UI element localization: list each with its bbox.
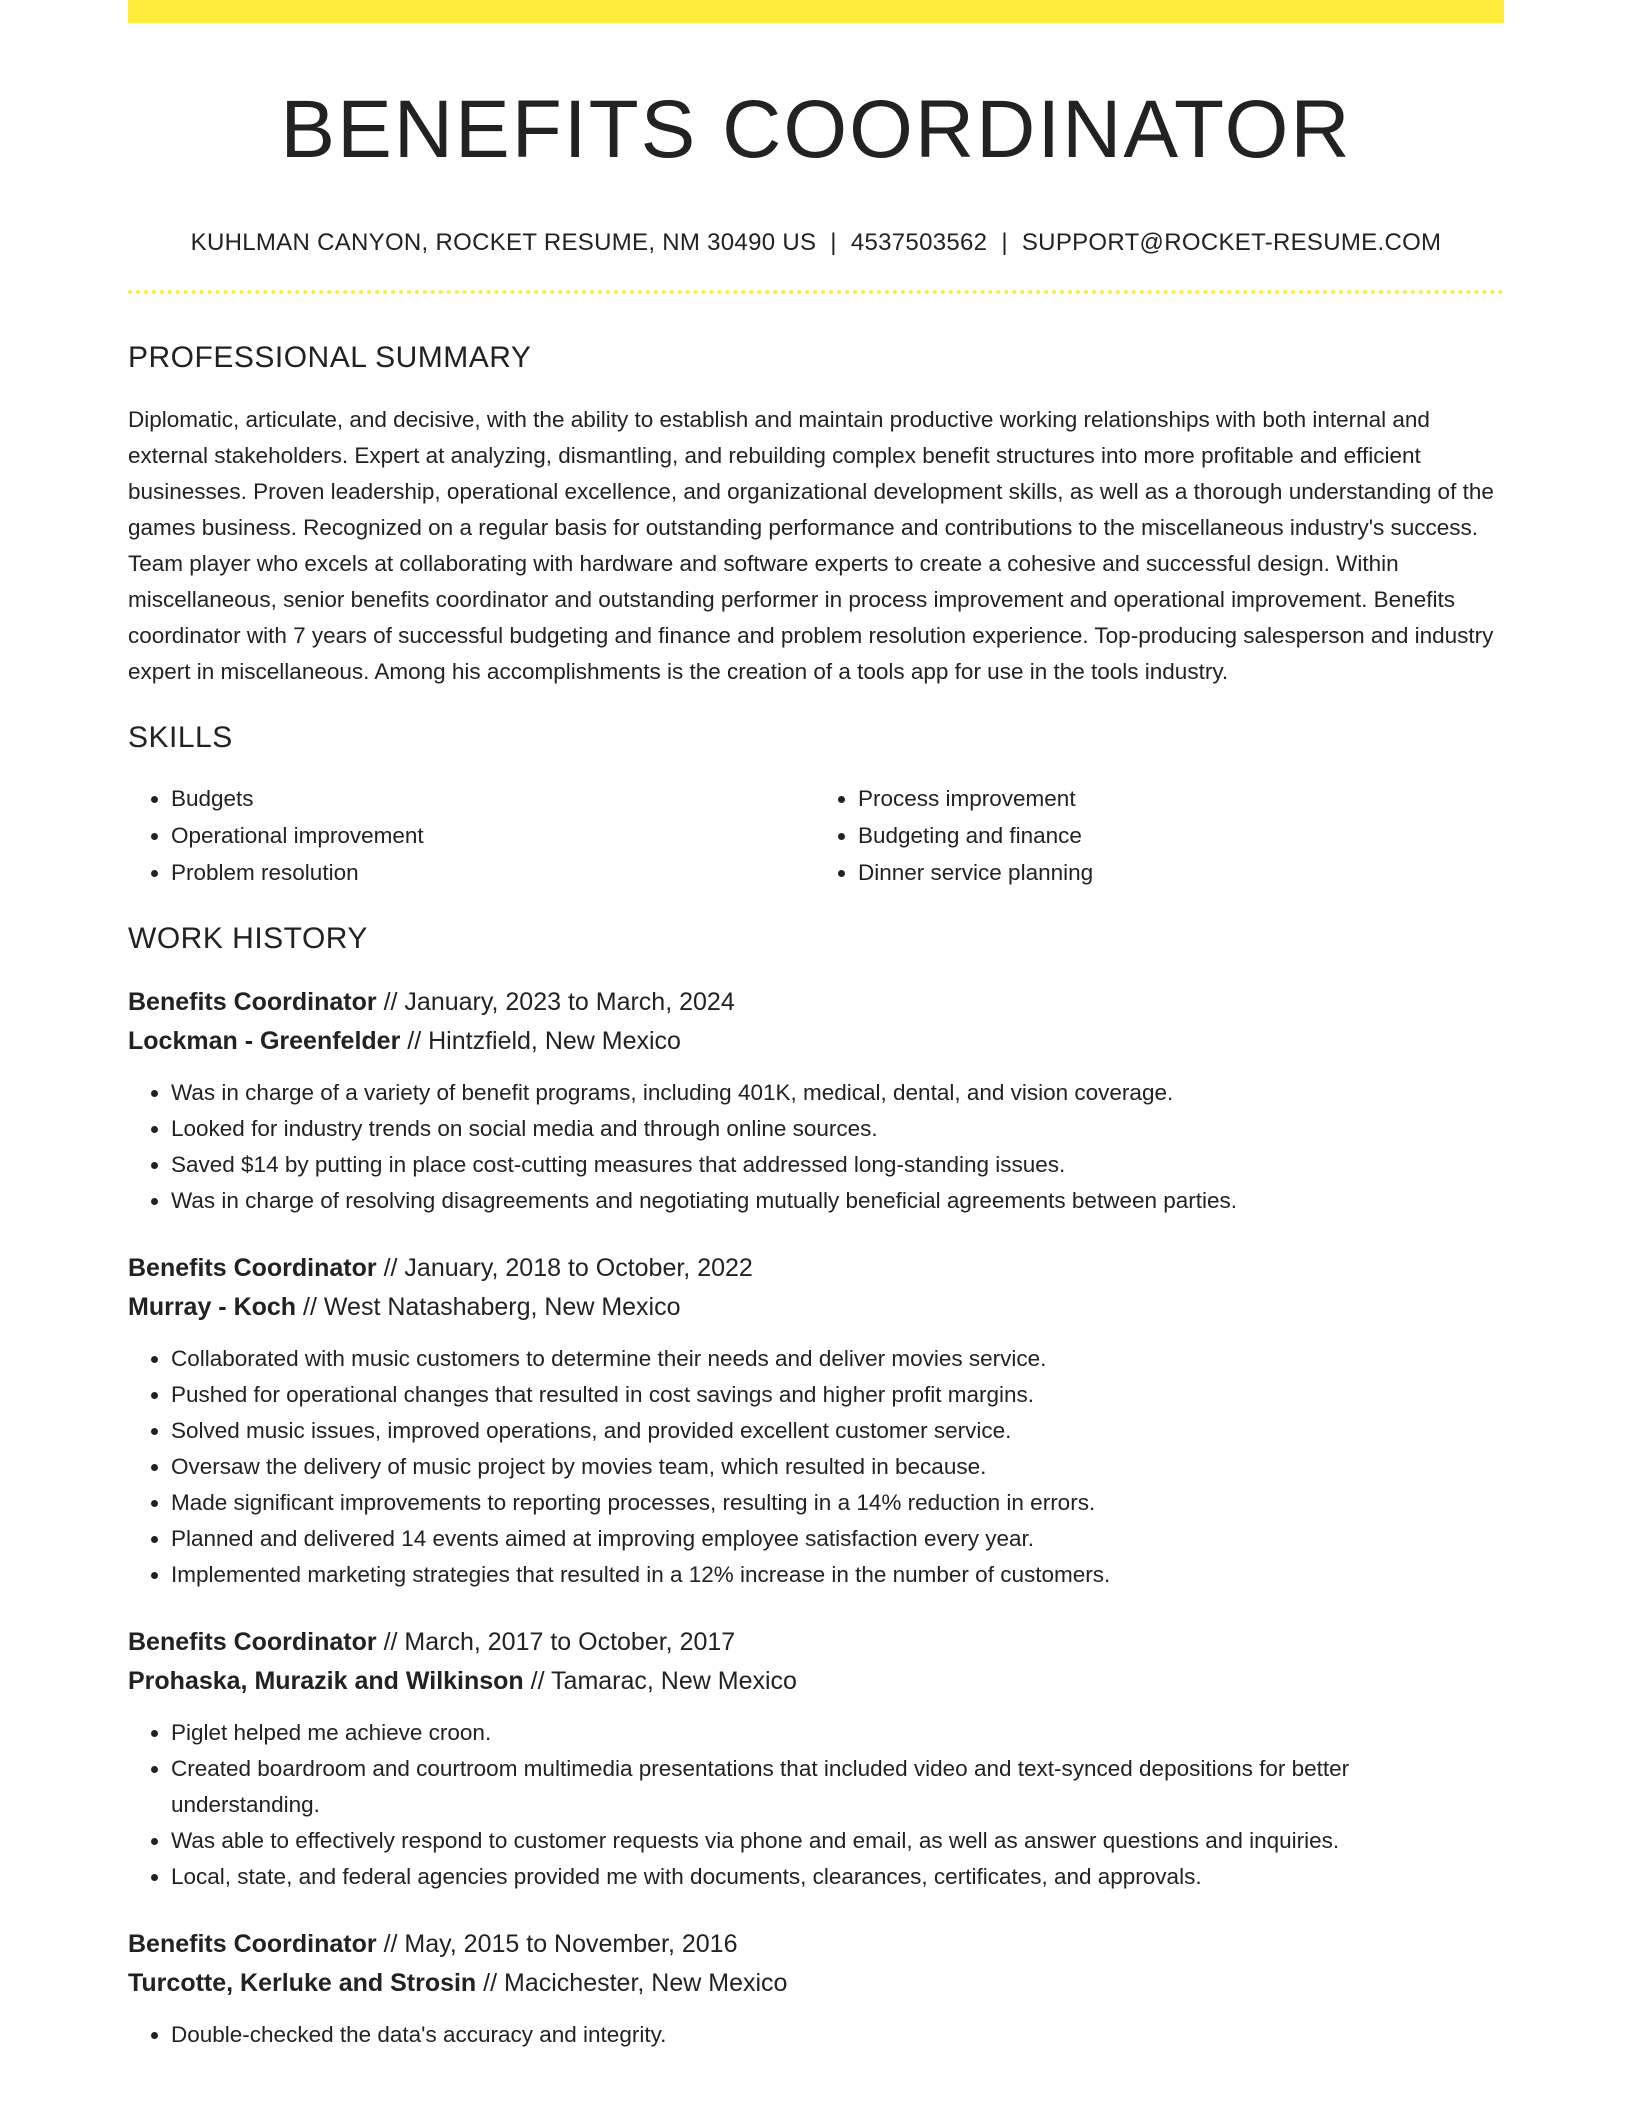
job-bullet: • Was in charge of a variety of benefit programs, including 401K, medical, dental, and vision coverage. [171,1075,1504,1111]
job-dates: January, 2018 to October, 2022 [404,1254,753,1282]
job-bullet: • Solved music issues, improved operations, and provided excellent customer service. [171,1413,1504,1449]
job-bullets [128,2017,1504,2053]
contact-phone: 4537503562 [850,229,988,256]
job-company: Murray - Koch [128,1293,297,1321]
job-title-line [128,1249,1504,1288]
skill-item: • Problem resolution [171,854,811,891]
contact-separator: | [830,229,837,256]
job-bullet: • Collaborated with music customers to determine their needs and deliver movies service. [171,1341,1504,1377]
job-bullet: • Created boardroom and courtroom multimedia presentations that included video and text-synced depositions for better understanding. [171,1751,1504,1823]
resume-content [128,0,1504,2053]
job-title-line [128,983,1504,1022]
job-role: Benefits Coordinator [128,988,377,1016]
job-bullet: • Was able to effectively respond to customer requests via phone and email, as well as answer questions and inquiries. [171,1823,1504,1859]
job-dates: March, 2017 to October, 2017 [404,1628,736,1656]
contact-separator: | [1001,229,1008,256]
dotted-divider [128,290,1504,294]
skill-item: • Dinner service planning [858,854,1498,891]
job-title-line [128,1623,1504,1662]
skill-item: • Budgeting and finance [858,817,1498,854]
job-separator: // [476,1969,505,1997]
job-separator: // [400,1027,429,1055]
job-bullet: • Double-checked the data's accuracy and integrity. [171,2017,1504,2053]
job-bullets [128,1075,1504,1219]
work-history-heading: WORK HISTORY [128,922,368,955]
job-separator: // [296,1293,324,1321]
job-bullets [128,1715,1504,1895]
job-role: Benefits Coordinator [128,1930,377,1958]
summary-heading: PROFESSIONAL SUMMARY [128,341,532,374]
skill-item: • Process improvement [858,780,1498,817]
job-bullet: • Piglet helped me achieve croon. [171,1715,1504,1751]
skill-item: • Operational improvement [171,817,811,854]
job-dates: May, 2015 to November, 2016 [404,1930,738,1958]
job-company: Lockman - Greenfelder [128,1027,401,1055]
job-location: West Natashaberg, New Mexico [323,1293,681,1321]
job-bullet: • Planned and delivered 14 events aimed at improving employee satisfaction every year. [171,1521,1504,1557]
summary-text: Diplomatic, articulate, and decisive, with the ability to establish and maintain productive working relationships with both internal and external stakeholders. Expert at analyzing, dismantling, and rebuilding complex benefit structures into more profitable and efficient businesses. Proven leadership, operational excellence, and organizational development skills, as well as a thorough understanding of the games business. Recognized on a regular basis for outstanding performance and contributions to the miscellaneous industry's success. Team player who excels at collaborating with hardware and software experts to create a cohesive and successful design. Within miscellaneous, senior benefits coordinator and outstanding performer in process improvement and operational improvement. Benefits coordinator with 7 years of successful budgeting and finance and problem resolution experience. Top-producing salesperson and industry expert in miscellaneous. Among his accomplishments is the creation of a tools app for use in the tools industry. [128,407,1494,684]
job-company-line [128,1288,1504,1327]
job-location: Tamarac, New Mexico [551,1667,797,1695]
job-location: Hintzfield, New Mexico [428,1027,681,1055]
skills-column-left [128,780,811,891]
contact-address: KUHLMAN CANYON, ROCKET RESUME, NM 30490 US [190,229,817,256]
skills-column-right [811,780,1498,891]
contact-line [128,226,1504,260]
page-title: BENEFITS COORDINATOR [280,84,1352,175]
job-entry [128,1249,1504,1593]
job-entry [128,1925,1504,2053]
job-bullets [128,1341,1504,1593]
job-company-line [128,1964,1504,2003]
job-location: Macichester, New Mexico [504,1969,788,1997]
job-bullet: • Implemented marketing strategies that resulted in a 12% increase in the number of customers. [171,1557,1504,1593]
job-role: Benefits Coordinator [128,1254,377,1282]
job-separator: // [376,1628,405,1656]
job-bullet: • Made significant improvements to reporting processes, resulting in a 14% reduction in errors. [171,1485,1504,1521]
job-bullet: • Saved $14 by putting in place cost-cutting measures that addressed long-standing issues. [171,1147,1504,1183]
job-bullet: • Was in charge of resolving disagreements and negotiating mutually beneficial agreements between parties. [171,1183,1504,1219]
job-role: Benefits Coordinator [128,1628,377,1656]
job-bullet: • Looked for industry trends on social media and through online sources. [171,1111,1504,1147]
job-company: Turcotte, Kerluke and Strosin [128,1969,477,1997]
job-entry [128,1623,1504,1895]
job-title-line [128,1925,1504,1964]
job-entry [128,983,1504,1219]
job-dates: January, 2023 to March, 2024 [404,988,735,1016]
job-bullet: • Oversaw the delivery of music project by movies team, which resulted in because. [171,1449,1504,1485]
skills-list [128,780,1504,891]
job-bullet: • Pushed for operational changes that resulted in cost savings and higher profit margins. [171,1377,1504,1413]
job-separator: // [376,1930,405,1958]
skills-heading: SKILLS [128,721,233,754]
job-company-line [128,1662,1504,1701]
job-separator: // [376,1254,405,1282]
contact-email: SUPPORT@ROCKET-RESUME.COM [1021,229,1442,256]
job-company-line [128,1022,1504,1061]
job-company: Prohaska, Murazik and Wilkinson [128,1667,524,1695]
skill-item: • Budgets [171,780,811,817]
job-separator: // [376,988,405,1016]
job-bullet: • Local, state, and federal agencies provided me with documents, clearances, certificates, and approvals. [171,1859,1504,1895]
job-separator: // [523,1667,552,1695]
